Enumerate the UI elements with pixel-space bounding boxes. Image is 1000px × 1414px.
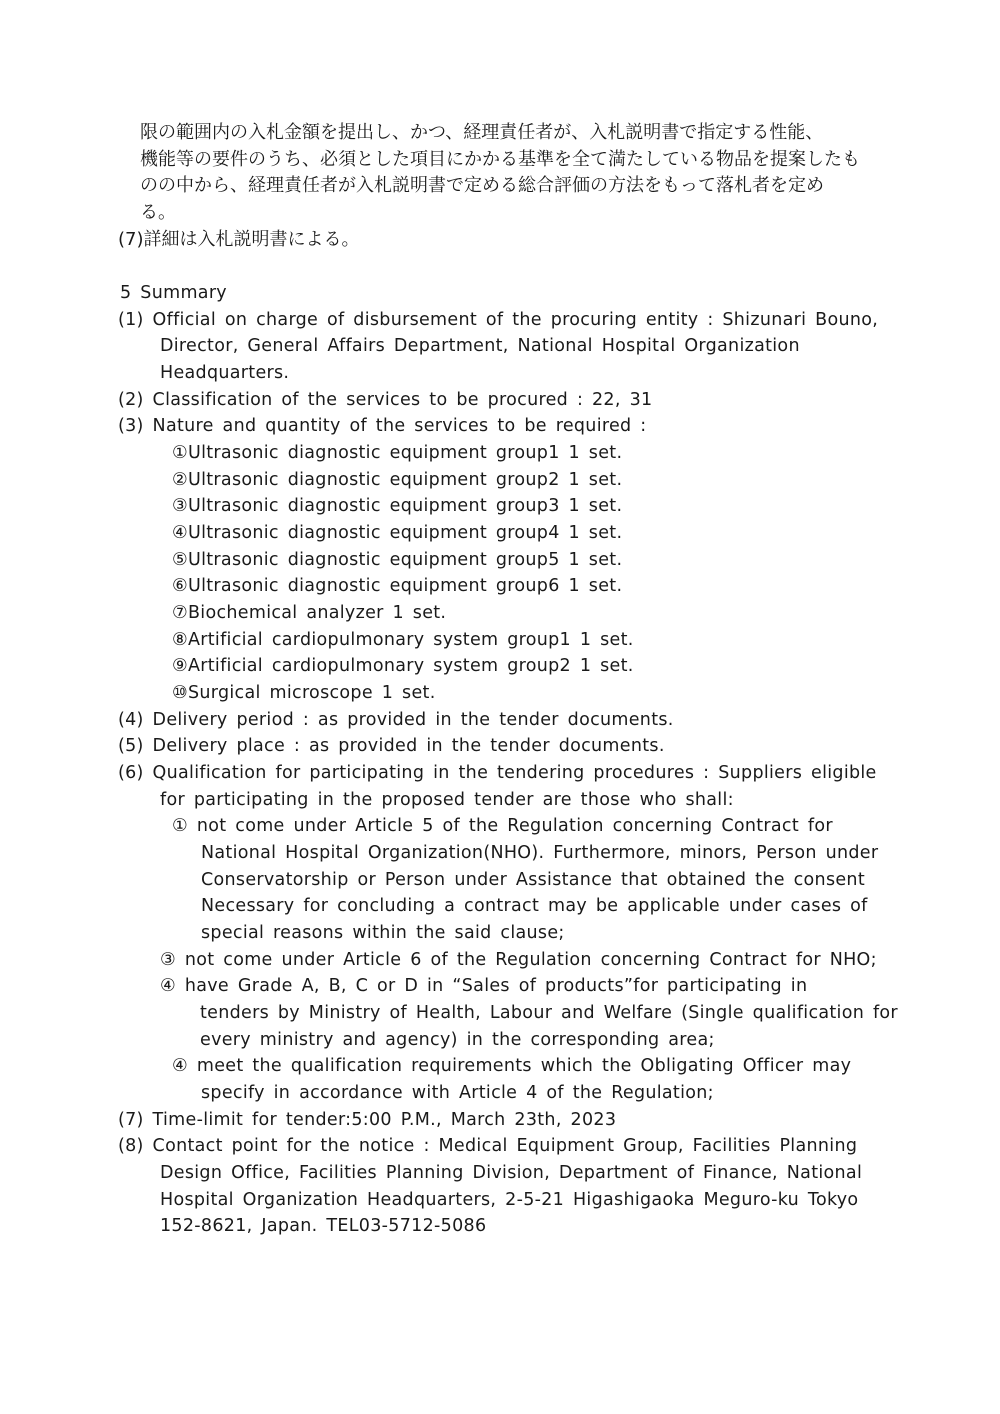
equipment-item: ⑨Artificial cardiopulmonary system group2 1 set. [172, 656, 634, 676]
jp-item-7: (7)詳細は入札説明書による。 [118, 229, 360, 250]
item-line: Conservatorship or Person under Assistance that obtained the consent [201, 870, 865, 890]
summary-item-7: (7) Time-limit for tender:5:00 P.M., March 23th, 2023 [118, 1110, 617, 1130]
item-line: special reasons within the said clause; [201, 923, 565, 943]
summary-item-2: (2) Classification of the services to be procured : 22, 31 [118, 390, 653, 410]
item-line: (3) Nature and quantity of the services to be required : [118, 416, 647, 436]
equipment-item: ⑦Biochemical analyzer 1 set. [172, 603, 447, 623]
equipment-item: ①Ultrasonic diagnostic equipment group1 1 set. [172, 443, 623, 463]
item-line: Necessary for concluding a contract may be applicable under cases of [201, 896, 868, 916]
jp-line: 機能等の要件のうち、必須とした項目にかかる基準を全て満たしている物品を提案したも [140, 149, 860, 170]
item-line: Headquarters. [160, 363, 290, 383]
qualification-2: ③ not come under Article 6 of the Regulation concerning Contract for NHO; [160, 950, 877, 970]
item-line: ④ meet the qualification requirements which the Obligating Officer may [172, 1056, 852, 1076]
item-line: ① not come under Article 5 of the Regulation concerning Contract for [172, 816, 833, 836]
jp-line: る。 [140, 202, 176, 223]
item-line: National Hospital Organization(NHO). Furthermore, minors, Person under [201, 843, 879, 863]
jp-line: 限の範囲内の入札金額を提出し、かつ、経理責任者が、入札説明書で指定する性能、 [140, 122, 824, 143]
item-line: Director, General Affairs Department, National Hospital Organization [160, 336, 800, 356]
item-line: specify in accordance with Article 4 of the Regulation; [201, 1083, 714, 1103]
item-line: (1) Official on charge of disbursement of the procuring entity : Shizunari Bouno, [118, 310, 879, 330]
equipment-item: ⑤Ultrasonic diagnostic equipment group5 1 set. [172, 550, 623, 570]
equipment-item: ⑩Surgical microscope 1 set. [172, 683, 436, 703]
summary-item-4: (4) Delivery period : as provided in the tender documents. [118, 710, 674, 730]
item-line: every ministry and agency) in the corresponding area; [200, 1030, 715, 1050]
summary-item-5: (5) Delivery place : as provided in the tender documents. [118, 736, 665, 756]
item-line: ④ have Grade A, B, C or D in “Sales of products”for participating in [160, 976, 808, 996]
equipment-item: ⑥Ultrasonic diagnostic equipment group6 1 set. [172, 576, 623, 596]
equipment-item: ②Ultrasonic diagnostic equipment group2 1 set. [172, 470, 623, 490]
equipment-item: ④Ultrasonic diagnostic equipment group4 1 set. [172, 523, 623, 543]
equipment-item: ③Ultrasonic diagnostic equipment group3 1 set. [172, 496, 623, 516]
item-line: for participating in the proposed tender are those who shall: [160, 790, 734, 810]
item-line: (6) Qualification for participating in the tendering procedures : Suppliers eligible [118, 763, 877, 783]
item-line: Hospital Organization Headquarters, 2-5-21 Higashigaoka Meguro-ku Tokyo [160, 1190, 859, 1210]
item-line: 152-8621, Japan. TEL03-5712-5086 [160, 1216, 487, 1236]
item-line: Design Office, Facilities Planning Division, Department of Finance, National [160, 1163, 863, 1183]
summary-heading: 5 Summary [120, 283, 227, 303]
item-line: tenders by Ministry of Health, Labour and Welfare (Single qualification for [200, 1003, 898, 1023]
jp-line: のの中から、経理責任者が入札説明書で定める総合評価の方法をもって落札者を定め [140, 175, 824, 196]
equipment-item: ⑧Artificial cardiopulmonary system group1 1 set. [172, 630, 634, 650]
item-line: (8) Contact point for the notice : Medical Equipment Group, Facilities Planning [118, 1136, 858, 1156]
